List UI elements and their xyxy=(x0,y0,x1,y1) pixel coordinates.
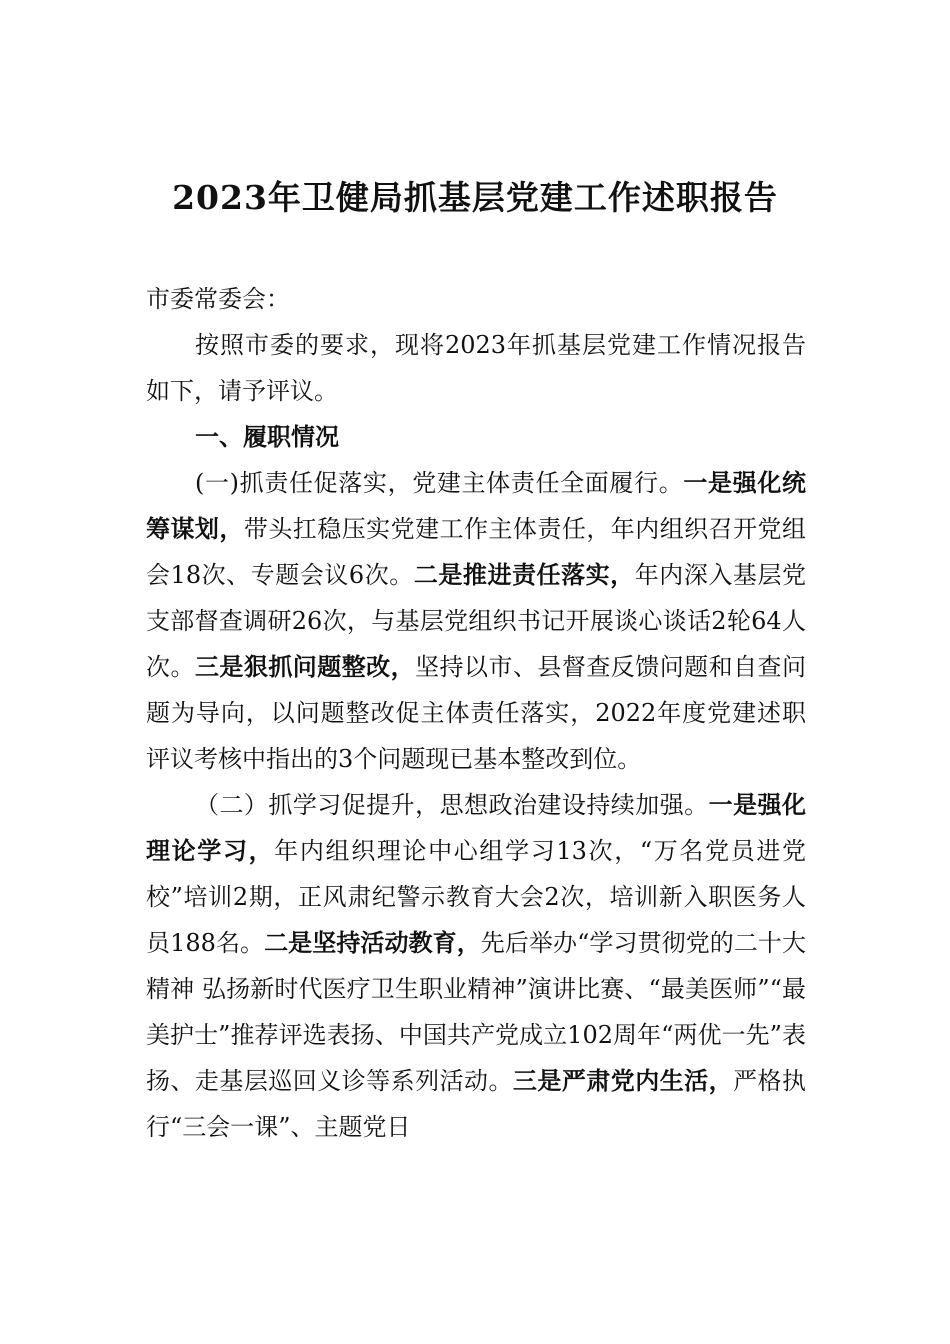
intro-paragraph: 按照市委的要求，现将2023年抓基层党建工作情况报告如下，请予评议。 xyxy=(146,331,806,405)
paragraph-responsibility xyxy=(146,460,806,782)
section-heading: 一、履职情况 xyxy=(195,422,339,451)
paragraph-run: 严格执行“三会一课”、主题党日 xyxy=(146,1067,807,1141)
paragraph-run-bold: 二是坚持活动教育， xyxy=(264,928,481,957)
document-title: 2023年卫健局抓基层党建工作述职报告 xyxy=(172,178,778,217)
paragraph-run: 年内深入基层党支部督查调研26次，与基层党组织书记开展谈心谈话2轮64人次。 xyxy=(146,561,807,681)
paragraph-run-bold: 三是严肃党内生活， xyxy=(512,1066,734,1095)
paragraph-run-bold: 三是狠抓问题整改， xyxy=(194,652,416,681)
paragraph-study xyxy=(146,782,806,1150)
paragraph-run-bold: 一是强化理论学习， xyxy=(146,790,806,865)
paragraph-run: （二）抓学习促提升，思想政治建设持续加强。 xyxy=(195,791,709,819)
paragraph-run: 先后举办“学习贯彻党的二十大精神 弘扬新时代医疗卫生职业精神”演讲比赛、“最美医师”“最美护士”推荐评选表扬、中国共产党成立102周年“两优一先”表扬、走基层巡回义诊等系列活动。 xyxy=(146,929,807,1095)
paragraph-run-bold: 二是推进责任落实， xyxy=(413,560,635,589)
document-body xyxy=(146,276,806,1150)
paragraph-run: (一)抓责任促落实，党建主体责任全面履行。 xyxy=(195,469,684,497)
salutation: 市委常委会： xyxy=(146,285,290,313)
paragraph-run: 年内组织理论中心组学习13次，“万名党员进党校”培训2期，正风肃纪警示教育大会2次，培训新入职医务人员188名。 xyxy=(146,837,807,957)
paragraph-run-bold: 一是强化统筹谋划， xyxy=(146,468,806,543)
paragraph-run: 坚持以市、县督查反馈问题和自查问题为导向，以问题整改促主体责任落实，2022年度党建述职评议考核中指出的3个问题现已基本整改到位。 xyxy=(146,653,807,773)
paragraph-run: 带头扛稳压实党建工作主体责任，年内组织召开党组会18次、专题会议6次。 xyxy=(146,515,807,589)
